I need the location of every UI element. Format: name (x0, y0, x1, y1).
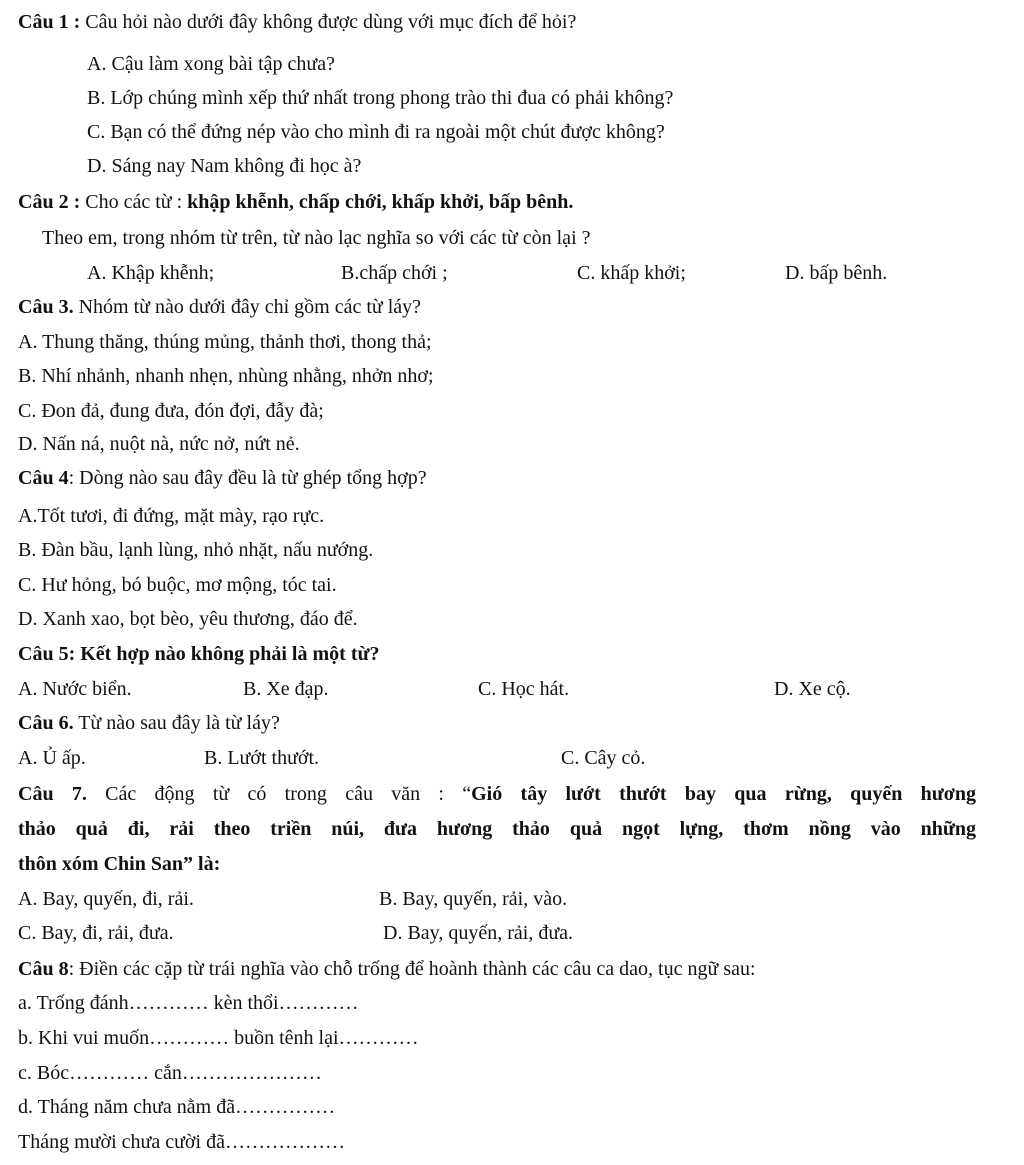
question-1-option-a: A. Cậu làm xong bài tập chưa? (87, 53, 335, 75)
question-4-text: : Dòng nào sau đây đều là từ ghép tổng hợp? (68, 467, 427, 489)
question-8-text: : Điền các cặp từ trái nghĩa vào chỗ trống để hoành thành các câu ca dao, tục ngữ sau: (68, 958, 756, 980)
question-4-option-c: C. Hư hỏng, bó buộc, mơ mộng, tóc tai. (18, 574, 337, 596)
question-7-option-c: C. Bay, đi, rải, đưa. (18, 922, 174, 944)
question-2-option-c: C. khấp khởi; (577, 262, 686, 284)
question-7-option-a: A. Bay, quyến, đi, rải. (18, 888, 194, 910)
question-3-text: Nhóm từ nào dưới đây chỉ gồm các từ láy? (73, 296, 422, 318)
question-7-quote-line-1: Gió tây lướt thướt bay qua rừng, quyến hương (471, 783, 976, 805)
question-1-option-b: B. Lớp chúng mình xếp thứ nhất trong phong trào thi đua có phải không? (87, 87, 674, 109)
question-8-item-b: b. Khi vui muốn………… buồn tênh lại………… (18, 1027, 419, 1049)
question-2-text: Cho các từ : (80, 191, 188, 213)
question-5-label: Câu 5: Kết hợp nào không phải là một từ? (18, 643, 380, 665)
question-8-item-c: c. Bóc………… cắn………………… (18, 1062, 322, 1084)
question-8-item-a: a. Trống đánh………… kèn thổi………… (18, 992, 359, 1014)
question-3-option-a: A. Thung thăng, thúng mủng, thảnh thơi, thong thả; (18, 331, 432, 353)
question-3-option-c: C. Đon đả, đung đưa, đón đợi, đẫy đà; (18, 400, 324, 422)
question-4-option-d: D. Xanh xao, bọt bèo, yêu thương, đáo để. (18, 608, 358, 630)
question-1-option-d: D. Sáng nay Nam không đi học à? (87, 155, 362, 177)
question-7-label: Câu 7. (18, 783, 87, 805)
question-3 (18, 295, 421, 319)
question-5-option-c: C. Học hát. (478, 678, 570, 700)
question-4-option-b: B. Đàn bầu, lạnh lùng, nhỏ nhặt, nấu nướng. (18, 539, 374, 561)
question-6-label: Câu 6. (18, 712, 74, 734)
question-2-words: khập khễnh, chấp chới, khấp khởi, bấp bênh. (187, 191, 574, 213)
question-1-label: Câu 1 : (18, 11, 81, 33)
question-6-option-b: B. Lướt thướt. (204, 747, 320, 769)
question-1 (18, 10, 576, 34)
question-2 (18, 190, 573, 214)
question-1-text: Câu hỏi nào dưới đây không được dùng với mục đích để hỏi? (80, 11, 577, 33)
question-2-prompt: Theo em, trong nhóm từ trên, từ nào lạc nghĩa so với các từ còn lại ? (42, 227, 591, 249)
question-4 (18, 466, 427, 490)
question-4-label: Câu 4 (18, 467, 69, 489)
question-7-quote-line-3: thôn xóm Chin San” là: (18, 853, 221, 875)
question-5-option-a: A. Nước biển. (18, 678, 132, 700)
question-3-option-b: B. Nhí nhảnh, nhanh nhẹn, nhùng nhằng, nhởn nhơ; (18, 365, 434, 387)
question-6-option-a: A. Ủ ấp. (18, 747, 86, 769)
question-5-option-b: B. Xe đạp. (243, 678, 329, 700)
question-8-item-d-line-1: d. Tháng năm chưa nằm đã…………… (18, 1096, 336, 1118)
question-4-option-a: A.Tốt tươi, đi đứng, mặt mày, rạo rực. (18, 505, 325, 527)
question-3-option-d: D. Nấn ná, nuột nà, nức nở, nứt nẻ. (18, 433, 300, 455)
question-8-item-d-line-2: Tháng mười chưa cười đã……………… (18, 1131, 345, 1153)
question-7-option-b: B. Bay, quyến, rải, vào. (379, 888, 568, 910)
question-7-option-d: D. Bay, quyến, rải, đưa. (383, 922, 574, 944)
question-2-option-b: B.chấp chới ; (341, 262, 448, 284)
question-7 (18, 782, 976, 806)
question-2-option-a: A. Khập khễnh; (87, 262, 215, 284)
question-8-label: Câu 8 (18, 958, 69, 980)
question-3-label: Câu 3. (18, 296, 74, 318)
question-6-text: Từ nào sau đây là từ láy? (73, 712, 280, 734)
question-7-text: Các động từ có trong câu văn : “ (86, 783, 472, 805)
question-2-label: Câu 2 : (18, 191, 81, 213)
question-1-option-c: C. Bạn có thể đứng nép vào cho mình đi ra ngoài một chút được không? (87, 121, 665, 143)
question-8 (18, 957, 756, 981)
question-2-option-d: D. bấp bênh. (785, 262, 888, 284)
question-7-quote-line-2: thảo quả đi, rải theo triền núi, đưa hương thảo quả ngọt lựng, thơm nồng vào những (18, 818, 976, 840)
question-6-option-c: C. Cây cỏ. (561, 747, 646, 769)
question-5-option-d: D. Xe cộ. (774, 678, 851, 700)
question-6 (18, 711, 280, 735)
